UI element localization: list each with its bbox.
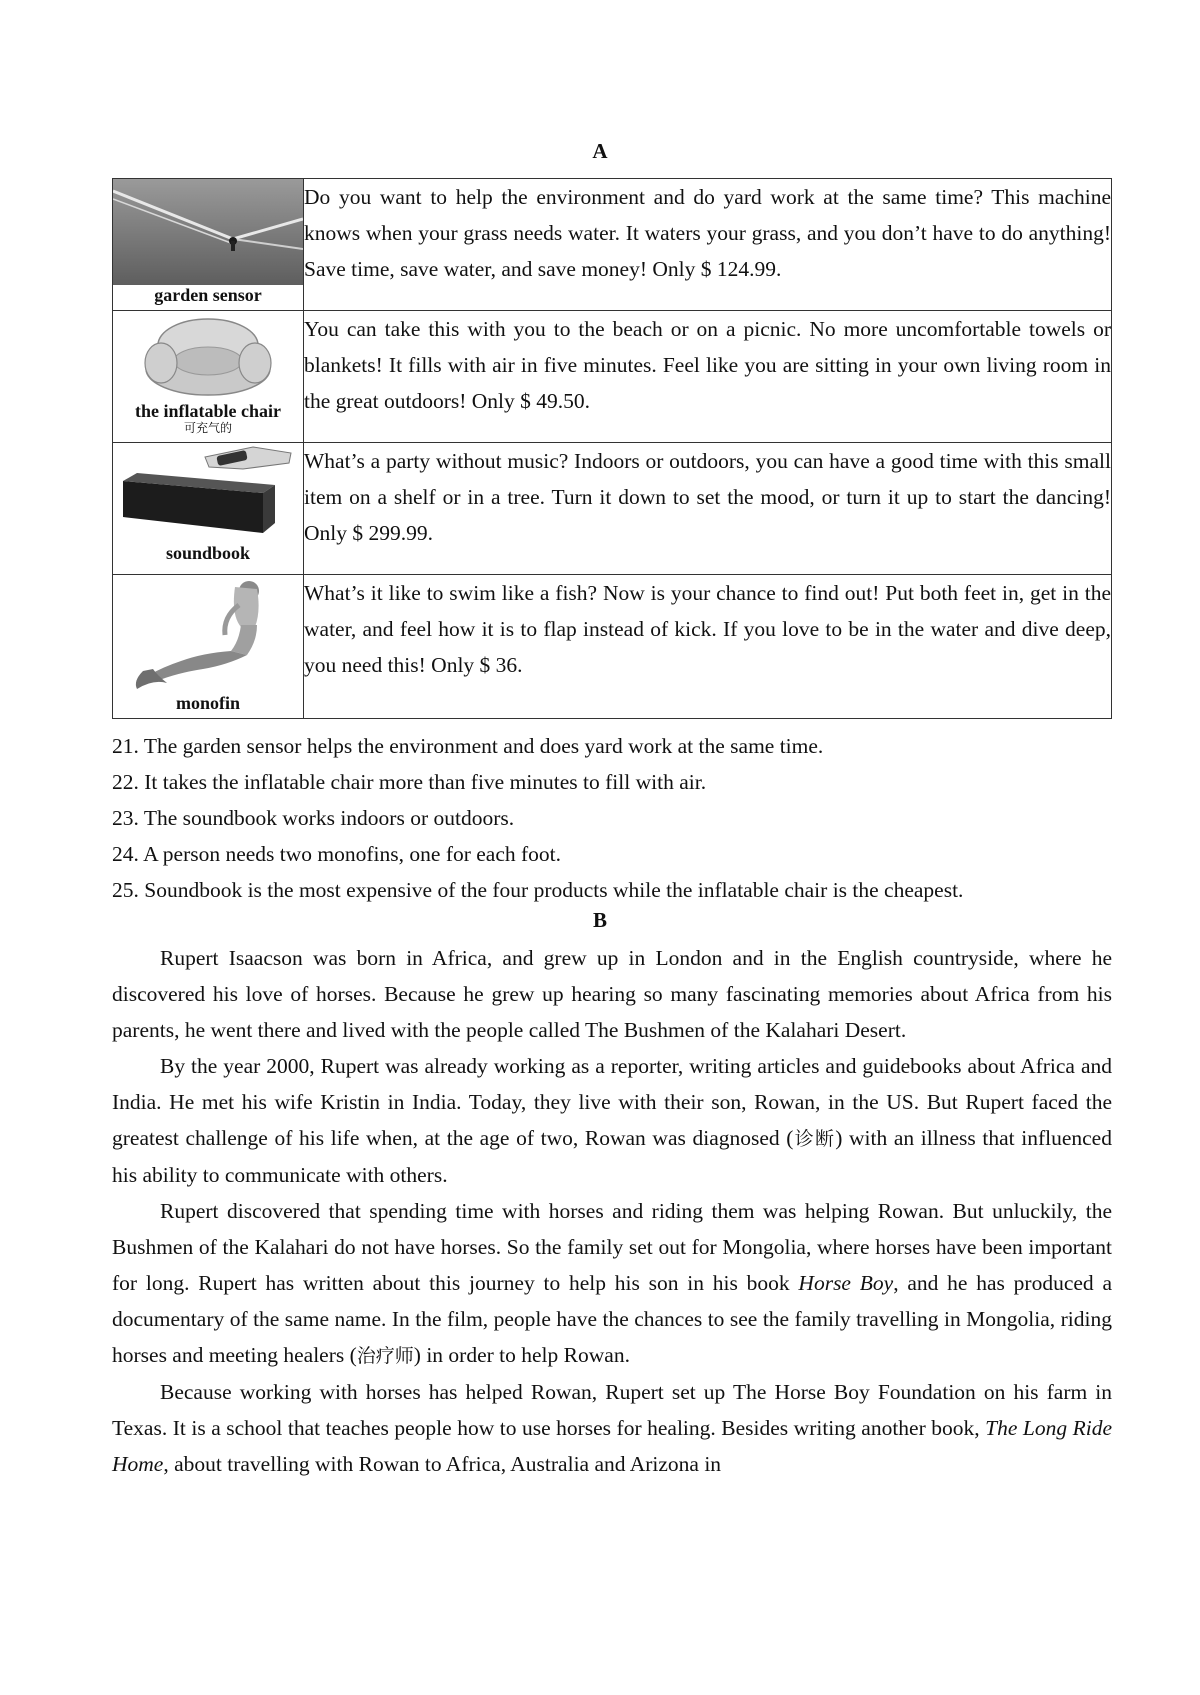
product-description: What’s a party without music? Indoors or outdoors, you can have a good time with this small item on a shelf or in a tree. Turn it down to set the mood, or turn it up to start the dancing! Only $ 299.99. [304, 443, 1112, 575]
product-caption: monofin [175, 693, 240, 713]
product-description: What’s it like to swim like a fish? Now is your chance to find out! Put both feet in, get in the water, and feel how it is to flap instead of kick. If you love to be in the water and dive deep, you need this! Only $ 36. [304, 575, 1112, 719]
paragraph [112, 1193, 1112, 1374]
paragraph-text: Because working with horses has helped Rowan, Rupert set up The Horse Boy Foundation on his farm in Texas. It is a school that teaches people how to use horses for healing. Besides writing another book, [112, 1380, 1112, 1440]
product-image-cell [113, 575, 304, 719]
passage-b [112, 940, 1112, 1482]
paragraph [112, 1374, 1112, 1482]
question-item: 24. A person needs two monofins, one for each foot. [112, 842, 562, 866]
chinese-gloss: 治疗师 [356, 1345, 414, 1367]
question-item: 23. The soundbook works indoors or outdoors. [112, 806, 515, 830]
product-image-cell [113, 179, 304, 311]
product-caption: the inflatable chair [135, 401, 281, 421]
section-a-title: A [592, 139, 608, 163]
product-image-cell [113, 311, 304, 443]
book-title: The Long Ride Home [112, 1416, 1113, 1476]
product-row-inflatable-chair [113, 311, 1112, 443]
paragraph-text: ) in order to help Rowan. [413, 1343, 630, 1367]
question-list [112, 728, 1112, 908]
paragraph [112, 1048, 1112, 1193]
mermaid-icon [123, 575, 293, 693]
product-table [112, 178, 1112, 719]
paragraph-text: , about travelling with Rowan to Africa, Australia and Arizona in [163, 1452, 722, 1476]
product-description: You can take this with you to the beach or on a picnic. No more uncomfortable towels or blankets! It fills with air in five minutes. Feel like you are sitting in your own living room in the great outdoors! Only $ 49.50. [304, 311, 1112, 443]
paragraph: Rupert Isaacson was born in Africa, and grew up in London and in the English countryside, where he discovered his love of horses. Because he grew up hearing so many fascinating memories about Africa from his parents, he went there and lived with the people called The Bushmen of the Kalahari Desert. [112, 946, 1112, 1042]
product-caption: soundbook [165, 543, 251, 563]
question-item: 25. Soundbook is the most expensive of the four products while the inflatable chair is the cheapest. [112, 878, 964, 902]
product-row-monofin [113, 575, 1112, 719]
chinese-gloss: 诊断 [793, 1128, 836, 1150]
product-row-garden-sensor [113, 179, 1112, 311]
paragraph-text: By the year 2000, Rupert was already working as a reporter, writing articles and guidebooks about Africa and India. He met his wife Kristin in India. Today, they live with their son, Rowan, in the US. But Rupert faced the greatest challenge of his life when, at the age of two, Rowan was diagnosed ( [112, 1054, 1112, 1150]
paragraph-text: , and he has produced a documentary of the same name. In the film, people have the chances to see the family travelling in Mongolia, riding horses and meeting healers ( [112, 1271, 1112, 1367]
paragraph-text: Rupert discovered that spending time with horses and riding them was helping Rowan. But unluckily, the Bushmen of the Kalahari do not have horses. So the family set out for Mongolia, where horses have been important for long. Rupert has written about this journey to help his son in his book [112, 1199, 1112, 1295]
book-title: Horse Boy [798, 1271, 894, 1295]
question-item: 22. It takes the inflatable chair more than five minutes to fill with air. [112, 770, 707, 794]
inflatable-chair-icon [133, 311, 283, 401]
sprinkler-icon [113, 179, 303, 285]
question-item: 21. The garden sensor helps the environment and does yard work at the same time. [112, 734, 824, 758]
speaker-icon [113, 443, 303, 543]
product-caption-note: 可充气的 [183, 421, 232, 435]
product-image-cell [113, 443, 304, 575]
paragraph-text: ) with an illness that influenced his ability to communicate with others. [112, 1126, 1112, 1187]
product-caption: garden sensor [154, 285, 262, 305]
section-b-title: B [592, 908, 607, 932]
product-description: Do you want to help the environment and do yard work at the same time? This machine knows when your grass needs water. It waters your grass, and you don’t have to do anything! Save time, save water, and save money! Only $ 124.99. [304, 179, 1112, 311]
product-row-soundbook [113, 443, 1112, 575]
